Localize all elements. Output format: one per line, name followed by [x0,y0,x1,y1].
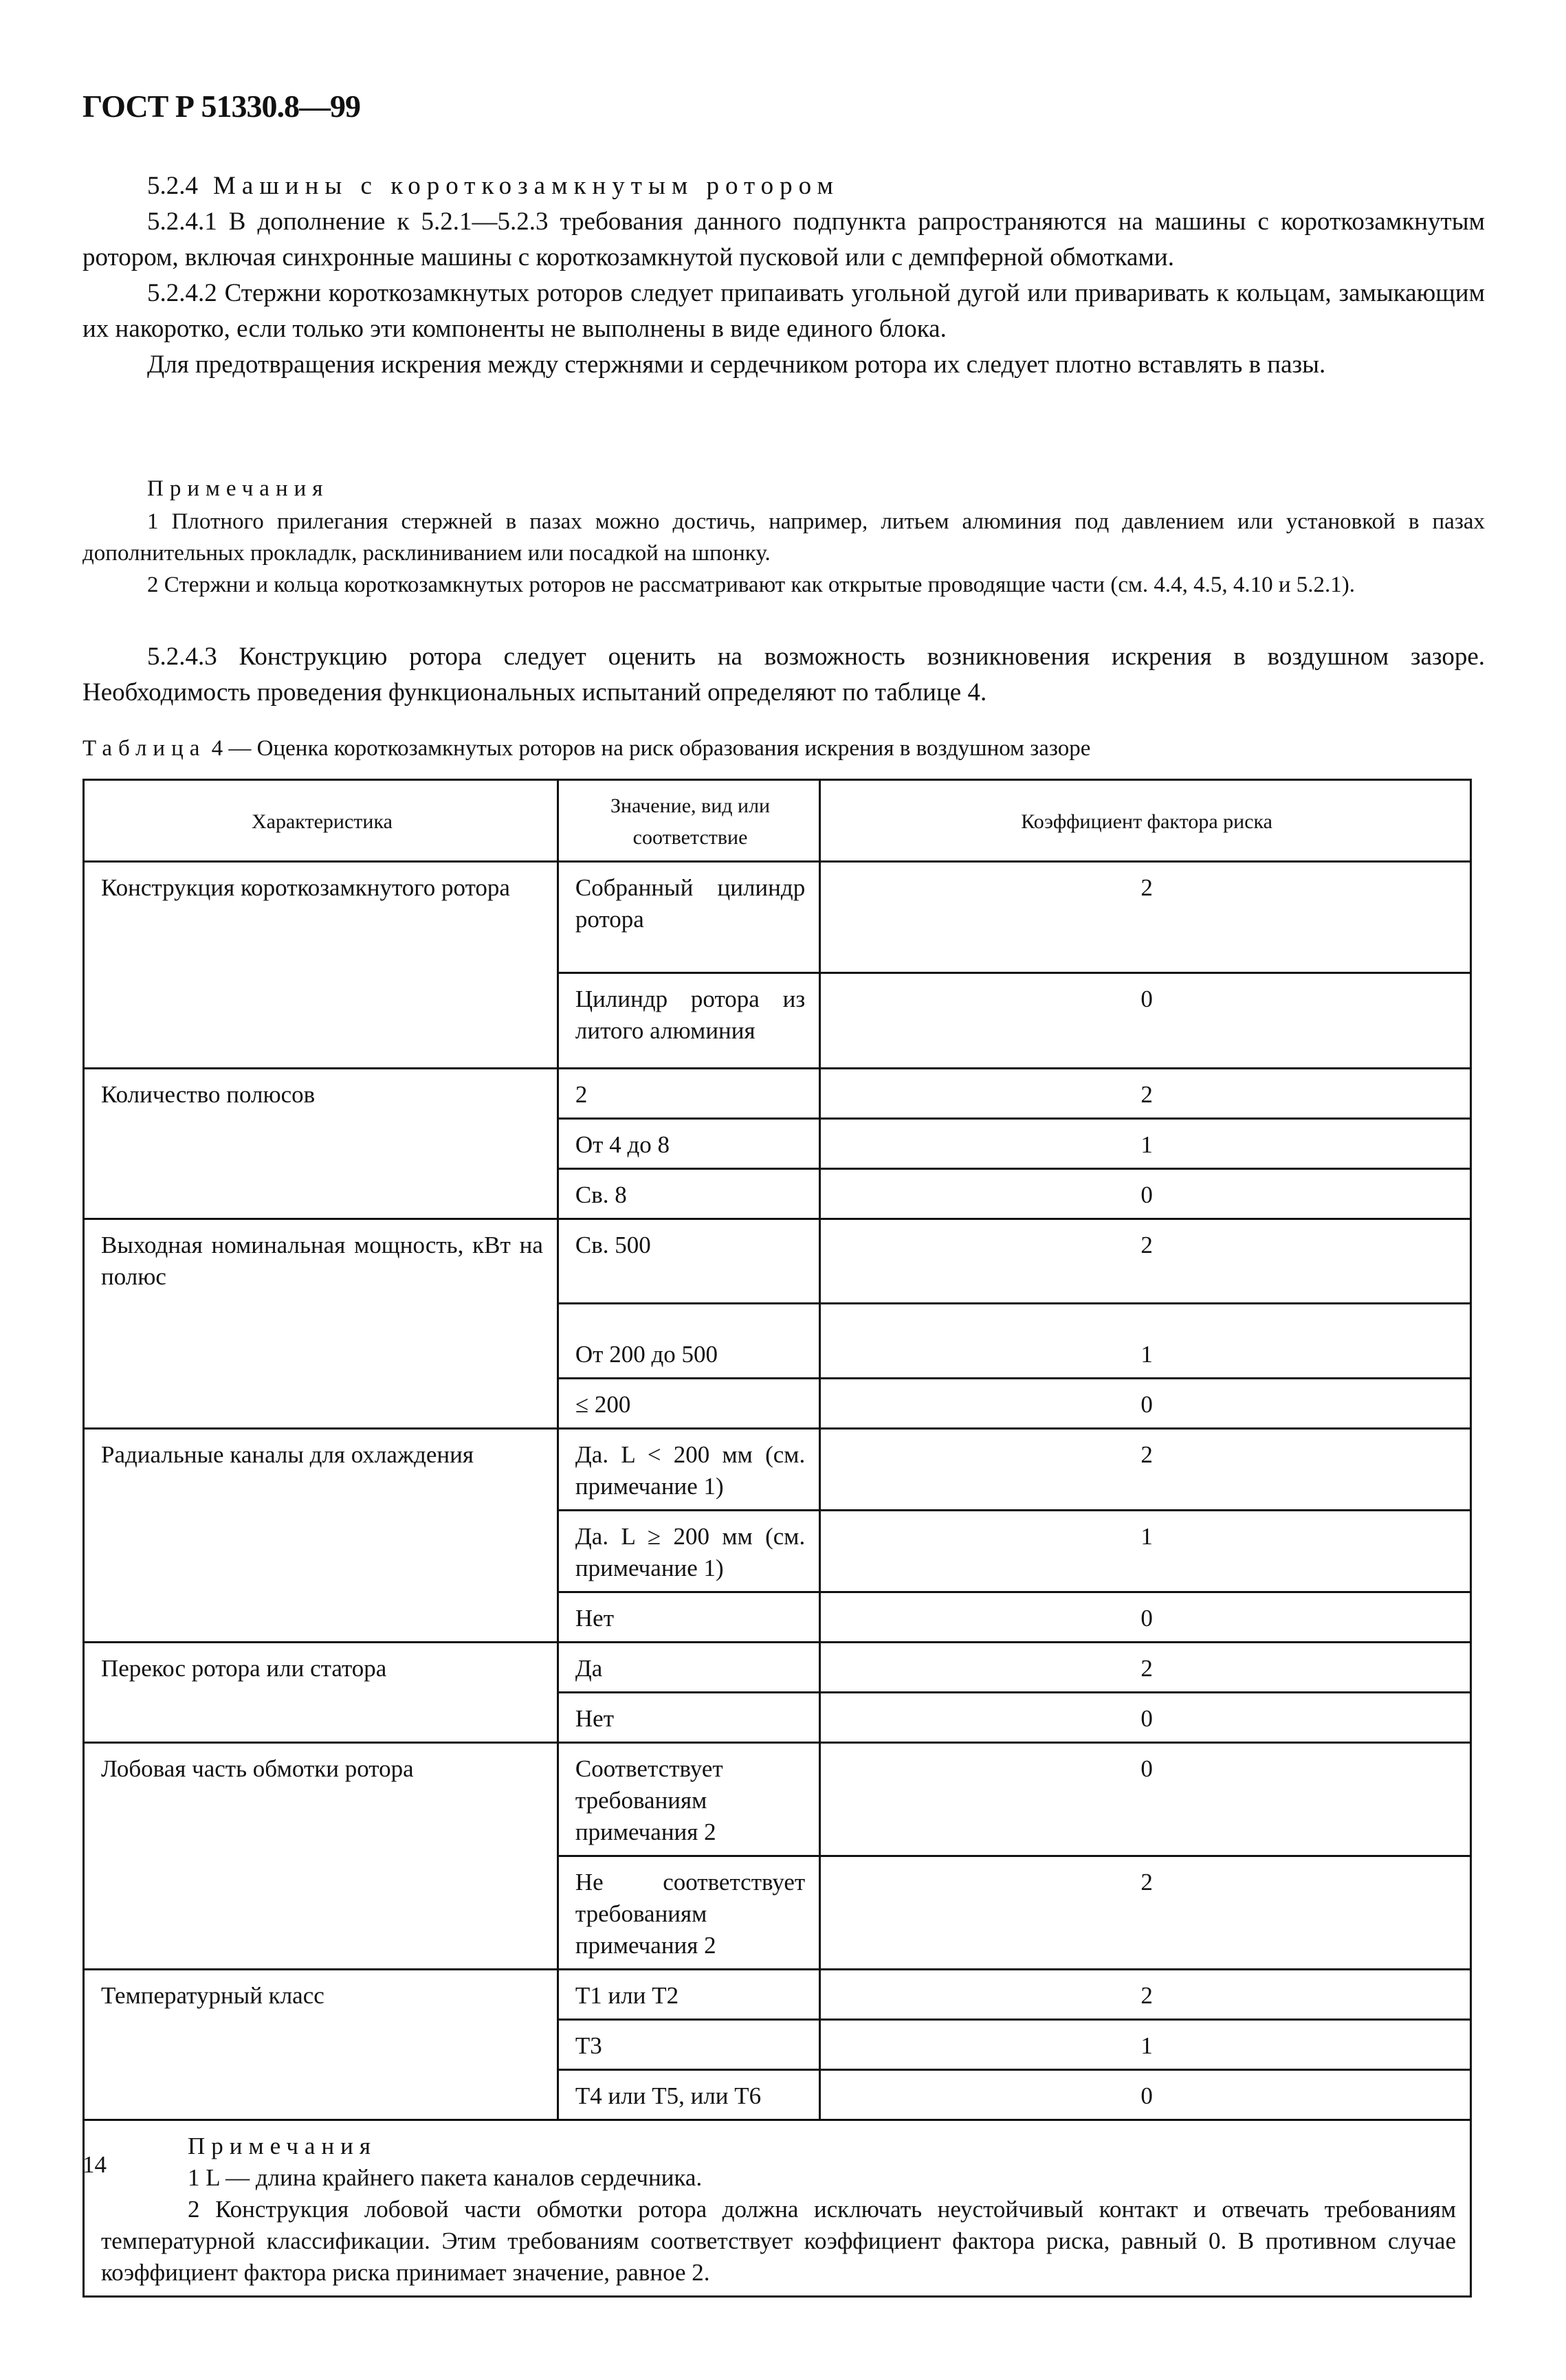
value-cell: Да. L ≥ 200 мм (см. примечание 1) [558,1511,819,1592]
paragraph: Для предотвращения искрения между стержнями и сердечником ротора их следует плотно вставлять в пазы. [147,351,1326,379]
characteristic-cell: Выходная номинальная мощность, кВт на полюс [84,1219,558,1429]
document-title: ГОСТ Р 51330.8—99 [82,89,360,124]
coefficient-cell: 2 [820,1429,1471,1511]
column-header: Характеристика [84,780,558,862]
value-cell: Собранный цилиндр ротора [558,862,819,973]
risk-table [82,779,1472,2298]
value-cell: T3 [558,2020,819,2070]
coefficient-cell: 2 [820,1643,1471,1693]
page-number: 14 [82,2151,107,2178]
coefficient-cell: 0 [820,1379,1471,1429]
characteristic-cell: Лобовая часть обмотки ротора [84,1743,558,1970]
coefficient-cell: 1 [820,1511,1471,1592]
table-row [84,1219,1471,1304]
table-header-row [84,780,1471,862]
coefficient-cell: 0 [820,1169,1471,1219]
value-cell: Св. 500 [558,1219,819,1304]
value-cell: T4 или T5, или T6 [558,2070,819,2120]
table-row [84,1743,1471,1856]
section-heading [82,168,1485,204]
section-title: Машины с короткозамкнутым ротором [213,172,839,200]
table-row [84,1429,1471,1511]
column-header: Значение, вид или соответствие [558,780,819,862]
coefficient-cell: 2 [820,1219,1471,1304]
table-row [84,1069,1471,1119]
value-cell: Цилиндр ротора из литого алюминия [558,973,819,1069]
note: 1 Плотного прилегания стержней в пазах можно достичь, например, литьем алюминия под давлением или установкой в пазах дополнительных прокладлк, расклиниванием или посадкой на шпонку. [82,509,1485,566]
characteristic-cell: Температурный класс [84,1970,558,2120]
value-cell: Да. L < 200 мм (см. примечание 1) [558,1429,819,1511]
table-notes-row [84,2120,1471,2297]
coefficient-cell: 0 [820,1743,1471,1856]
section-body [82,168,1485,383]
table-row [84,862,1471,973]
coefficient-cell: 2 [820,862,1471,973]
paragraph: 5.2.4.2 Стержни короткозамкнутых роторов следует припаивать угольной дугой или приваривать к кольцам, замыкающим их накоротко, если только эти компоненты не выполнены в виде единого блока. [82,279,1485,343]
value-cell: Соответствует требованиям примечания 2 [558,1743,819,1856]
coefficient-cell: 2 [820,1069,1471,1119]
value-cell: От 4 до 8 [558,1119,819,1169]
column-header: Коэффициент фактора риска [820,780,1471,862]
coefficient-cell: 1 [820,2020,1471,2070]
coefficient-cell: 0 [820,2070,1471,2120]
coefficient-cell: 2 [820,1970,1471,2020]
characteristic-cell: Конструкция короткозамкнутого ротора [84,862,558,1069]
coefficient-cell: 0 [820,1693,1471,1743]
note: 2 Стержни и кольца короткозамкнутых роторов не рассматривают как открытые проводящие части (см. 4.4, 4.5, 4.10 и 5.2.1). [147,572,1356,597]
table-notes [84,2120,1471,2297]
paragraph: 5.2.4.1 В дополнение к 5.2.1—5.2.3 требования данного подпункта рапространяются на машины с короткозамкнутым ротором, включая синхронные машины с короткозамкнутой пусковой или с демпферной обмотками. [82,208,1485,271]
table-note: 1 L — длина крайнего пакета каналов сердечника. [188,2164,703,2191]
value-cell: T1 или T2 [558,1970,819,2020]
notes-title: Примечания [147,476,329,501]
value-cell: От 200 до 500 [558,1304,819,1379]
paragraph: 5.2.4.3 Конструкцию ротора следует оценить на возможность возникновения искрения в воздушном зазоре. Необходимость проведения функциональных испытаний определяют по таблице 4. [82,643,1485,707]
coefficient-cell: 1 [820,1119,1471,1169]
value-cell: Да [558,1643,819,1693]
table-row [84,1970,1471,2020]
section-number: 5.2.4 [147,172,198,200]
value-cell: Нет [558,1693,819,1743]
table-caption [82,736,1090,761]
coefficient-cell: 0 [820,1592,1471,1643]
characteristic-cell: Количество полюсов [84,1069,558,1219]
paragraph-after-notes [82,639,1485,711]
coefficient-cell: 0 [820,973,1471,1069]
coefficient-cell: 2 [820,1856,1471,1970]
characteristic-cell: Перекос ротора или статора [84,1643,558,1743]
value-cell: 2 [558,1069,819,1119]
table-caption-label: Таблица [82,736,206,761]
characteristic-cell: Радиальные каналы для охлаждения [84,1429,558,1643]
table-notes-title: Примечания [188,2133,377,2159]
table-caption-text: 4 — Оценка короткозамкнутых роторов на риск образования искрения в воздушном зазоре [211,736,1091,761]
value-cell: ≤ 200 [558,1379,819,1429]
coefficient-cell: 1 [820,1304,1471,1379]
table-note: 2 Конструкция лобовой части обмотки ротора должна исключать неустойчивый контакт и отвечать требованиям температурной классификации. Этим требованиям соответствует коэффициент фактора риска, равный 0. В противном случае коэффициент фактора риска принимает значение, равное 2. [101,2196,1456,2286]
table-row [84,1643,1471,1693]
section-notes [82,473,1485,601]
value-cell: Не соответствует требованиям примечания 2 [558,1856,819,1970]
value-cell: Св. 8 [558,1169,819,1219]
value-cell: Нет [558,1592,819,1643]
